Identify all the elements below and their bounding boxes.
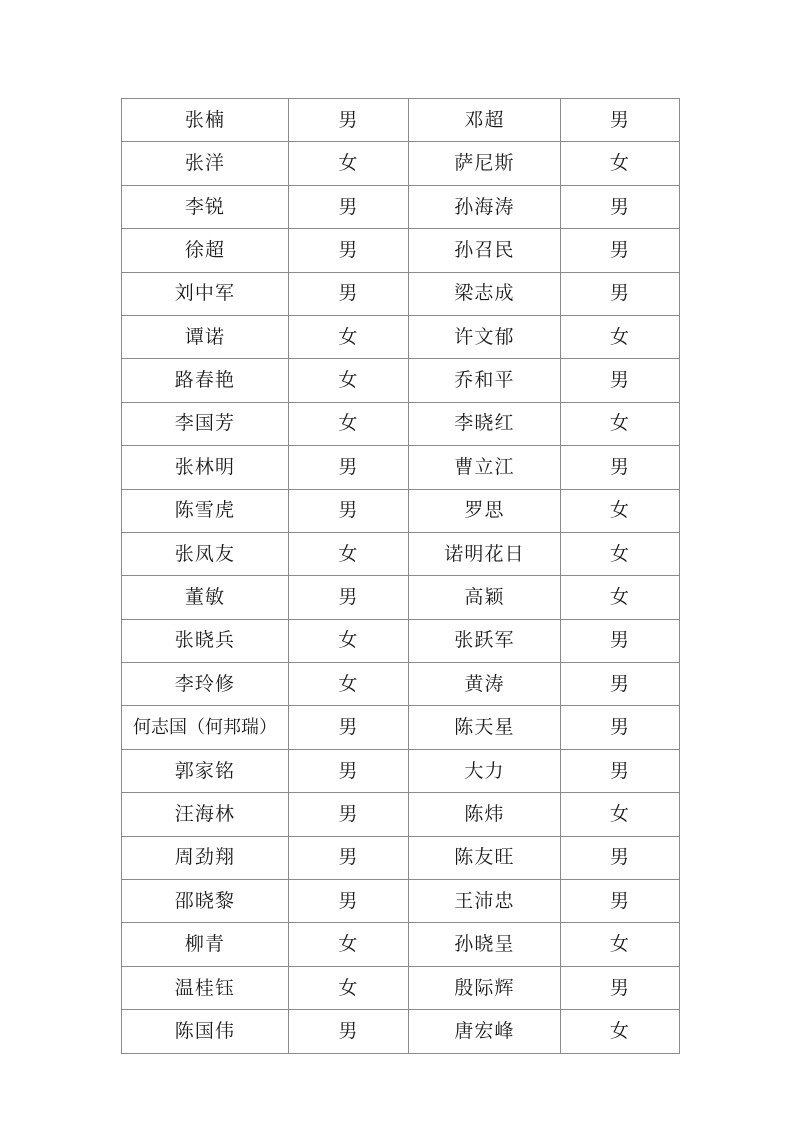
gender-cell-left xyxy=(289,315,409,358)
table-row xyxy=(122,402,680,445)
cell-text: 男 xyxy=(338,889,359,912)
table-row xyxy=(122,359,680,402)
name-cell-right xyxy=(409,663,561,706)
cell-text: 郭家铭 xyxy=(174,759,236,782)
cell-text: 女 xyxy=(609,803,631,825)
table-row xyxy=(122,142,680,185)
cell-text: 张林明 xyxy=(174,455,236,478)
gender-cell-left xyxy=(289,663,409,706)
gender-cell-right xyxy=(561,315,680,358)
cell-text: 女 xyxy=(609,325,631,348)
gender-cell-left xyxy=(289,923,409,966)
cell-text: 女 xyxy=(609,933,631,956)
table-row xyxy=(122,966,680,1009)
cell-text: 孙海涛 xyxy=(454,195,515,218)
name-cell-left xyxy=(122,923,289,966)
cell-text: 男 xyxy=(338,282,359,305)
name-cell-right xyxy=(409,749,561,792)
cell-text: 女 xyxy=(338,542,359,565)
name-cell-right xyxy=(409,966,561,1009)
cell-text: 张晓兵 xyxy=(174,629,236,652)
cell-text: 男 xyxy=(338,846,359,869)
gender-cell-right xyxy=(561,793,680,836)
table-row xyxy=(122,532,680,575)
gender-cell-left xyxy=(289,1010,409,1053)
cell-text: 男 xyxy=(609,759,631,782)
cell-text: 李玲修 xyxy=(174,672,236,695)
cell-text: 男 xyxy=(609,282,631,305)
name-cell-right xyxy=(409,836,561,879)
cell-text: 女 xyxy=(338,629,359,652)
name-cell-left xyxy=(122,272,289,315)
gender-cell-left xyxy=(289,446,409,489)
cell-text: 谭诺 xyxy=(184,325,226,348)
cell-text: 女 xyxy=(338,672,359,695)
gender-cell-left xyxy=(289,402,409,445)
gender-cell-right xyxy=(561,272,680,315)
cell-text: 殷际辉 xyxy=(454,976,515,999)
name-cell-left xyxy=(122,749,289,792)
table-row xyxy=(122,880,680,923)
cell-text: 徐超 xyxy=(184,238,226,261)
cell-text: 女 xyxy=(609,542,631,565)
name-cell-right xyxy=(409,315,561,358)
table-row xyxy=(122,1010,680,1053)
gender-cell-right xyxy=(561,706,680,749)
cell-text: 女 xyxy=(338,152,359,175)
gender-cell-right xyxy=(561,1010,680,1053)
table-row xyxy=(122,576,680,619)
cell-text: 陈友旺 xyxy=(454,846,515,869)
name-cell-left xyxy=(122,706,289,749)
cell-text: 张凤友 xyxy=(174,542,236,565)
cell-text: 温桂钰 xyxy=(174,976,236,999)
table-row xyxy=(122,663,680,706)
name-cell-right xyxy=(409,99,561,142)
roster-table-body xyxy=(122,99,680,1054)
cell-text: 李国芳 xyxy=(174,412,236,435)
name-cell-right xyxy=(409,706,561,749)
roster-table xyxy=(121,98,680,1054)
table-row xyxy=(122,793,680,836)
name-cell-right xyxy=(409,402,561,445)
cell-text: 女 xyxy=(338,369,359,392)
cell-text: 邓超 xyxy=(464,108,505,131)
cell-text: 黄涛 xyxy=(464,672,505,695)
name-cell-left xyxy=(122,532,289,575)
gender-cell-left xyxy=(289,142,409,185)
gender-cell-left xyxy=(289,229,409,272)
table-row xyxy=(122,446,680,489)
cell-text: 男 xyxy=(609,889,631,912)
gender-cell-left xyxy=(289,619,409,662)
gender-cell-right xyxy=(561,749,680,792)
table-row xyxy=(122,229,680,272)
name-cell-right xyxy=(409,185,561,228)
cell-text: 男 xyxy=(609,455,631,478)
table-row xyxy=(122,99,680,142)
name-cell-left xyxy=(122,966,289,1009)
gender-cell-right xyxy=(561,489,680,532)
gender-cell-right xyxy=(561,446,680,489)
gender-cell-left xyxy=(289,99,409,142)
cell-text: 诺明花日 xyxy=(444,542,525,565)
table-row xyxy=(122,185,680,228)
gender-cell-right xyxy=(561,402,680,445)
name-cell-right xyxy=(409,142,561,185)
name-cell-right xyxy=(409,923,561,966)
table-row xyxy=(122,619,680,662)
cell-text: 萨尼斯 xyxy=(454,152,515,175)
cell-text: 男 xyxy=(338,499,359,522)
cell-text: 王沛忠 xyxy=(454,889,515,912)
cell-text: 柳青 xyxy=(184,933,226,956)
cell-text: 周劲翔 xyxy=(174,846,236,869)
cell-text: 男 xyxy=(609,976,631,999)
name-cell-left xyxy=(122,142,289,185)
name-cell-left xyxy=(122,402,289,445)
name-cell-left xyxy=(122,99,289,142)
cell-text: 陈国伟 xyxy=(174,1019,236,1042)
gender-cell-left xyxy=(289,880,409,923)
name-cell-left xyxy=(122,576,289,619)
table-row xyxy=(122,749,680,792)
cell-text: 陈炜 xyxy=(464,803,505,825)
cell-text: 罗思 xyxy=(464,499,505,522)
cell-text: 张洋 xyxy=(184,152,226,175)
cell-text: 男 xyxy=(338,108,359,131)
name-cell-left xyxy=(122,315,289,358)
gender-cell-left xyxy=(289,489,409,532)
name-cell-left xyxy=(122,489,289,532)
name-cell-right xyxy=(409,229,561,272)
gender-cell-right xyxy=(561,576,680,619)
table-row xyxy=(122,923,680,966)
gender-cell-right xyxy=(561,99,680,142)
table-row xyxy=(122,489,680,532)
cell-text: 女 xyxy=(609,1019,631,1042)
cell-text: 女 xyxy=(338,976,359,999)
gender-cell-right xyxy=(561,229,680,272)
cell-text: 女 xyxy=(609,499,631,522)
gender-cell-right xyxy=(561,359,680,402)
cell-text: 男 xyxy=(338,586,359,609)
cell-text: 何志国（何邦瑞） xyxy=(133,716,277,738)
name-cell-left xyxy=(122,446,289,489)
cell-text: 女 xyxy=(338,325,359,348)
table-row xyxy=(122,706,680,749)
gender-cell-left xyxy=(289,793,409,836)
cell-text: 男 xyxy=(338,238,359,261)
cell-text: 许文郁 xyxy=(454,325,515,348)
cell-text: 男 xyxy=(338,759,359,782)
cell-text: 男 xyxy=(338,803,359,825)
cell-text: 乔和平 xyxy=(454,369,515,392)
gender-cell-right xyxy=(561,532,680,575)
cell-text: 曹立江 xyxy=(454,455,515,478)
gender-cell-right xyxy=(561,185,680,228)
cell-text: 高颖 xyxy=(464,586,505,609)
cell-text: 男 xyxy=(609,629,631,652)
gender-cell-left xyxy=(289,576,409,619)
cell-text: 陈天星 xyxy=(454,716,515,739)
gender-cell-left xyxy=(289,749,409,792)
name-cell-right xyxy=(409,880,561,923)
name-cell-left xyxy=(122,793,289,836)
gender-cell-right xyxy=(561,966,680,1009)
cell-text: 李晓红 xyxy=(454,412,515,435)
name-cell-right xyxy=(409,446,561,489)
gender-cell-right xyxy=(561,142,680,185)
name-cell-right xyxy=(409,619,561,662)
gender-cell-left xyxy=(289,359,409,402)
name-cell-left xyxy=(122,359,289,402)
cell-text: 李锐 xyxy=(184,195,226,218)
cell-text: 男 xyxy=(609,716,631,739)
cell-text: 邵晓黎 xyxy=(174,889,236,912)
gender-cell-left xyxy=(289,272,409,315)
cell-text: 男 xyxy=(609,108,631,131)
cell-text: 汪海林 xyxy=(174,803,236,825)
cell-text: 孙召民 xyxy=(454,238,515,261)
cell-text: 男 xyxy=(338,455,359,478)
name-cell-right xyxy=(409,576,561,619)
cell-text: 男 xyxy=(338,716,359,739)
gender-cell-left xyxy=(289,966,409,1009)
cell-text: 男 xyxy=(609,195,631,218)
name-cell-left xyxy=(122,880,289,923)
gender-cell-right xyxy=(561,923,680,966)
gender-cell-left xyxy=(289,185,409,228)
gender-cell-right xyxy=(561,663,680,706)
name-cell-left xyxy=(122,185,289,228)
cell-text: 大力 xyxy=(464,759,505,782)
cell-text: 女 xyxy=(338,933,359,956)
name-cell-right xyxy=(409,1010,561,1053)
cell-text: 女 xyxy=(338,412,359,435)
name-cell-right xyxy=(409,532,561,575)
cell-text: 梁志成 xyxy=(454,282,515,305)
cell-text: 男 xyxy=(609,369,631,392)
gender-cell-right xyxy=(561,836,680,879)
table-row xyxy=(122,836,680,879)
cell-text: 张跃军 xyxy=(454,629,515,652)
gender-cell-left xyxy=(289,706,409,749)
name-cell-left xyxy=(122,619,289,662)
gender-cell-right xyxy=(561,619,680,662)
name-cell-right xyxy=(409,489,561,532)
cell-text: 女 xyxy=(609,586,631,609)
cell-text: 陈雪虎 xyxy=(174,499,236,522)
cell-text: 女 xyxy=(609,412,631,435)
cell-text: 男 xyxy=(338,1019,359,1042)
cell-text: 男 xyxy=(338,195,359,218)
cell-text: 董敏 xyxy=(184,586,226,609)
name-cell-right xyxy=(409,793,561,836)
name-cell-right xyxy=(409,272,561,315)
cell-text: 女 xyxy=(609,152,631,175)
cell-text: 唐宏峰 xyxy=(454,1019,515,1042)
cell-text: 张楠 xyxy=(184,108,226,131)
gender-cell-left xyxy=(289,836,409,879)
cell-text: 刘中军 xyxy=(174,282,236,305)
name-cell-left xyxy=(122,663,289,706)
name-cell-left xyxy=(122,229,289,272)
cell-text: 男 xyxy=(609,238,631,261)
gender-cell-left xyxy=(289,532,409,575)
table-row xyxy=(122,272,680,315)
name-cell-left xyxy=(122,836,289,879)
name-cell-left xyxy=(122,1010,289,1053)
cell-text: 孙晓呈 xyxy=(454,933,515,956)
cell-text: 路春艳 xyxy=(174,369,236,392)
table-row xyxy=(122,315,680,358)
cell-text: 男 xyxy=(609,846,631,869)
gender-cell-right xyxy=(561,880,680,923)
name-cell-right xyxy=(409,359,561,402)
cell-text: 男 xyxy=(609,672,631,695)
